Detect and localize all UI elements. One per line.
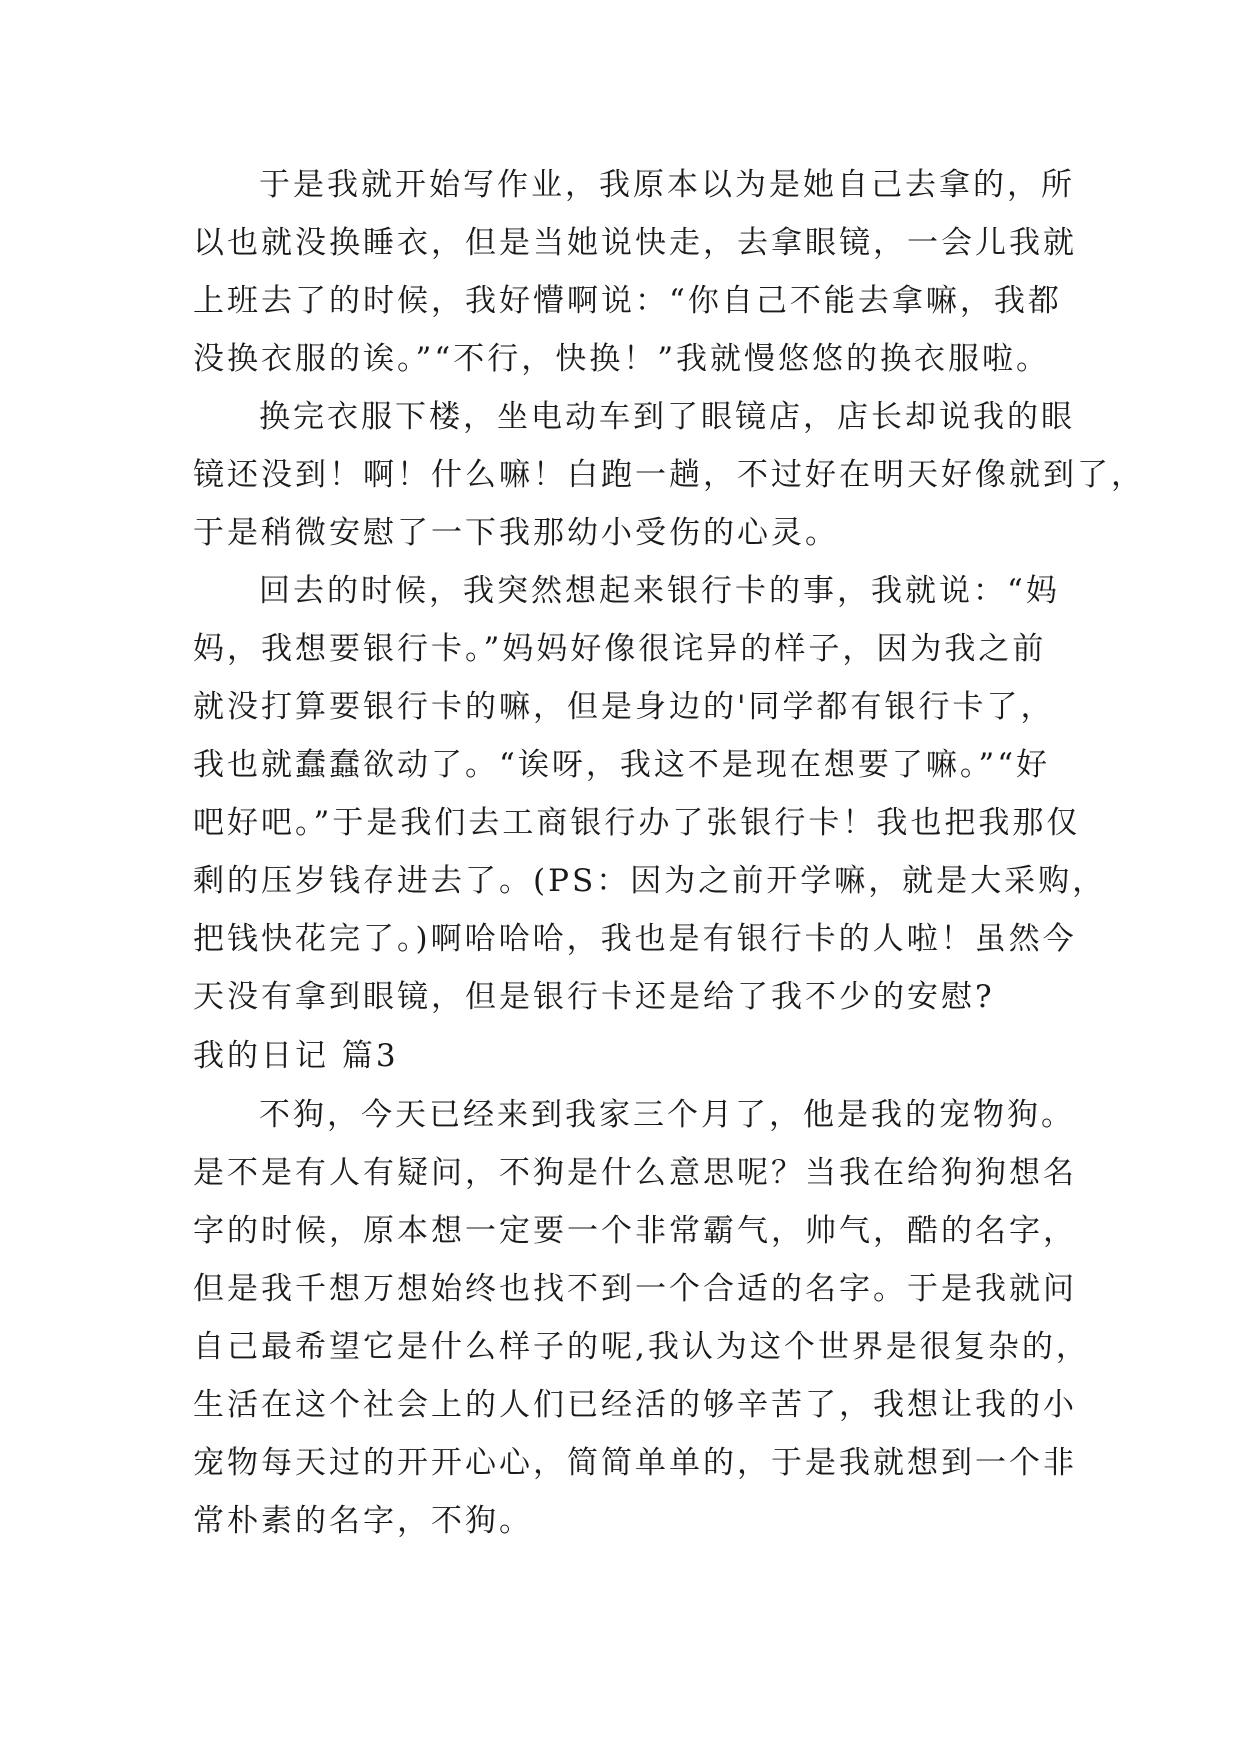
text-line: 于是稍微安慰了一下我那幼小受伤的心灵。 <box>193 515 839 551</box>
section-heading: 我的日记 篇3 <box>193 1038 399 1074</box>
text-line: 以也就没换睡衣，但是当她说快走，去拿眼镜，一会儿我就 <box>193 225 1077 261</box>
text-line: 于是我就开始写作业，我原本以为是她自己去拿的，所 <box>259 167 1075 203</box>
text-line: 字的时候，原本想一定要一个非常霸气，帅气，酷的名字， <box>193 1213 1077 1249</box>
text-line: 常朴素的名字，不狗。 <box>193 1503 533 1539</box>
text-line: 生活在这个社会上的人们已经活的够辛苦了，我想让我的小 <box>193 1387 1077 1423</box>
paragraph <box>193 156 1077 388</box>
document-body <box>193 156 1145 1550</box>
text-line: 镜还没到！啊！什么嘛！白跑一趟，不过好在明天好像就到了， <box>193 457 1145 493</box>
text-line: 宠物每天过的开开心心，简简单单的，于是我就想到一个非 <box>193 1445 1077 1481</box>
text-line: 妈，我想要银行卡。”妈妈好像很诧异的样子，因为我之前 <box>193 631 1047 667</box>
text-line: 但是我千想万想始终也找不到一个合适的名字。于是我就问 <box>193 1271 1077 1307</box>
text-line: 是不是有人有疑问，不狗是什么意思呢？当我在给狗狗想名 <box>193 1155 1077 1191</box>
text-line: 不狗，今天已经来到我家三个月了，他是我的宠物狗。 <box>259 1097 1075 1133</box>
text-line: 自己最希望它是什么样子的呢,我认为这个世界是很复杂的， <box>193 1329 1090 1365</box>
text-line: 我也就蠢蠢欲动了。“诶呀，我这不是现在想要了嘛。”“好 <box>193 747 1051 783</box>
paragraph <box>193 388 1145 562</box>
text-line: 上班去了的时候，我好懵啊说：“你自己不能去拿嘛，我都 <box>193 283 1062 319</box>
text-line: 剩的压岁钱存进去了。(PS：因为之前开学嘛，就是大采购， <box>193 863 1107 899</box>
text-line: 天没有拿到眼镜，但是银行卡还是给了我不少的安慰? <box>193 979 995 1015</box>
text-line: 吧好吧。”于是我们去工商银行办了张银行卡！我也把我那仅 <box>193 805 1081 841</box>
paragraph <box>193 1086 1090 1550</box>
paragraph <box>193 562 1107 1026</box>
text-line: 换完衣服下楼，坐电动车到了眼镜店，店长却说我的眼 <box>259 399 1075 435</box>
text-line: 把钱快花完了。)啊哈哈哈，我也是有银行卡的人啦！虽然今 <box>193 921 1077 957</box>
text-line: 就没打算要银行卡的嘛，但是身边的'同学都有银行卡了， <box>193 689 1055 725</box>
text-line: 没换衣服的诶。”“不行，快换！”我就慢悠悠的换衣服啦。 <box>193 341 1051 377</box>
text-line: 回去的时候，我突然想起来银行卡的事，我就说：“妈 <box>259 573 1060 609</box>
